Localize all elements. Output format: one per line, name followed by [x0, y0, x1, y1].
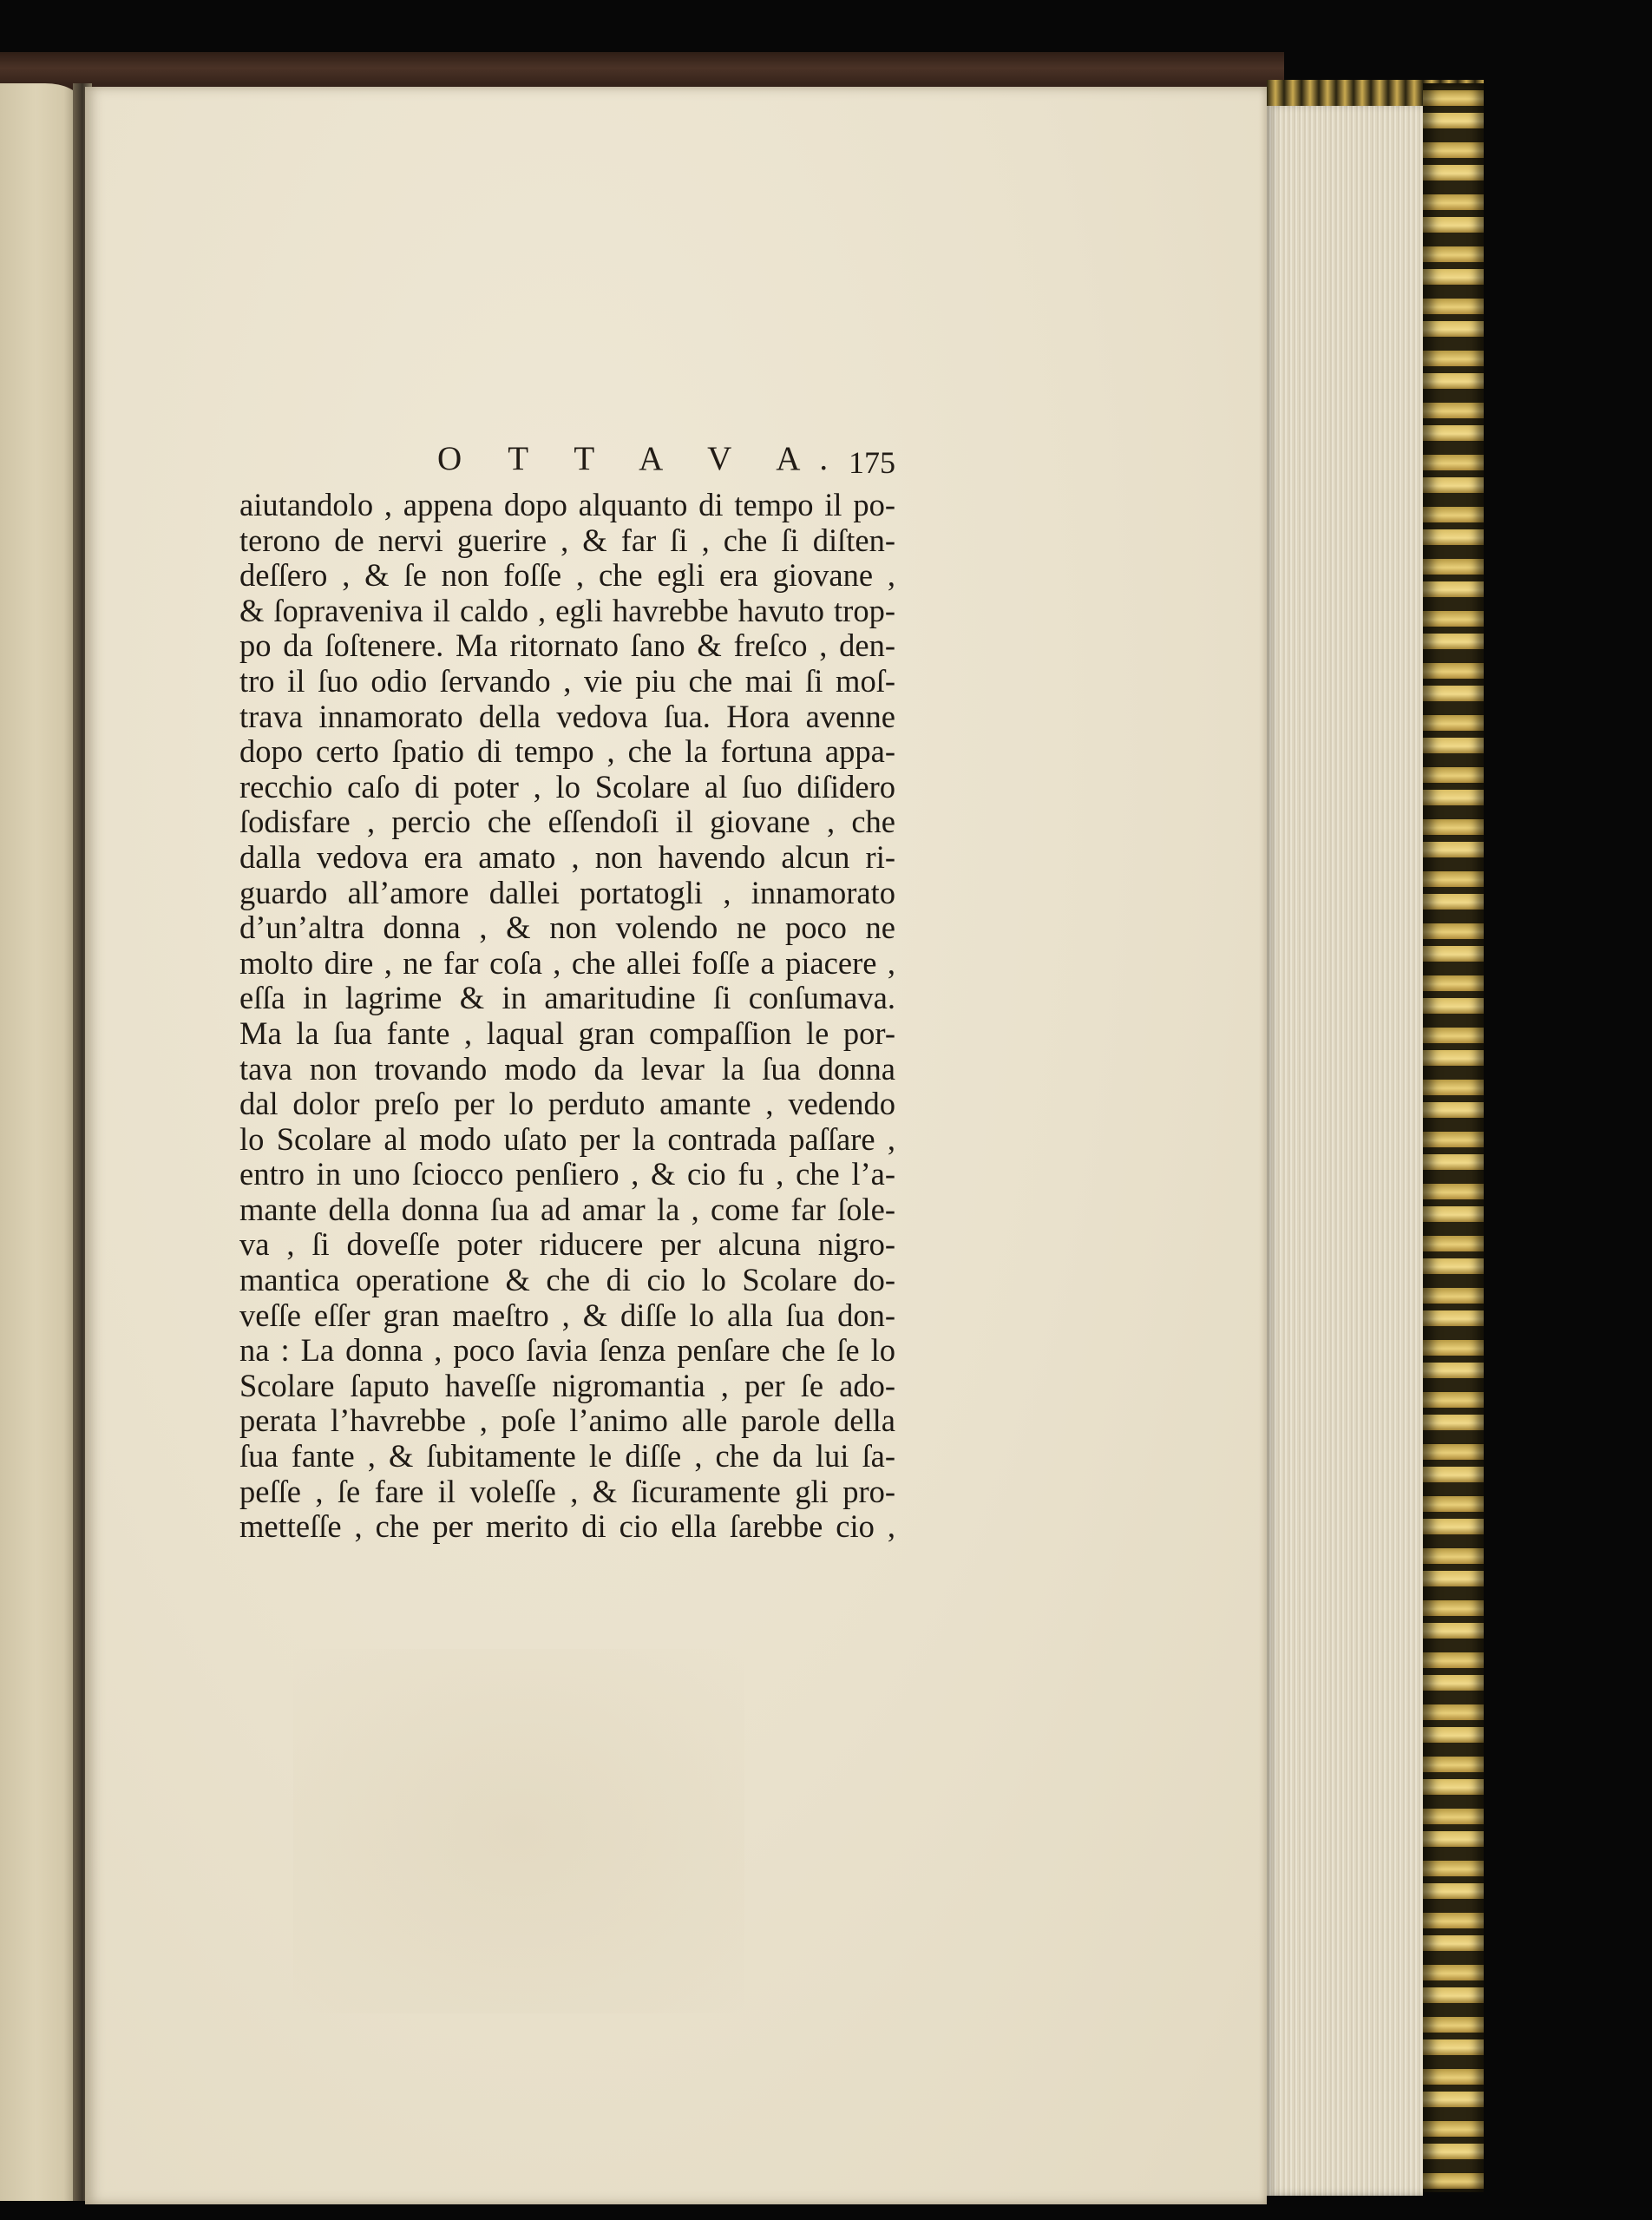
text-line: eſſa in lagrime & in amaritudine ſi conſumava.: [239, 980, 895, 1016]
text-line: Ma la ſua fante , laqual gran compaſſion le por-: [239, 1015, 895, 1051]
facing-page-edge: [0, 83, 80, 2201]
text-line: Scolare ſaputo haveſſe nigromantia , per ſe ado-: [239, 1367, 895, 1403]
text-line: dopo certo ſpatio di tempo , che la fortuna appa-: [239, 733, 895, 770]
text-line: guardo all’amore dallei portatogli , innamorato: [239, 874, 895, 910]
text-line: po da ſoſtenere. Ma ritornato ſano & freſco , den-: [239, 627, 895, 664]
running-head: [239, 432, 895, 488]
paper-texture: [293, 1649, 744, 2013]
text-line: veſſe eſſer gran maeſtro , & diſſe lo alla ſua don-: [239, 1297, 895, 1333]
text-line: metteſſe , che per merito di cio ella ſarebbe cio ,: [239, 1508, 895, 1545]
text-line: & ſopraveniva il caldo , egli havrebbe havuto trop-: [239, 592, 895, 628]
running-title: O T T A V A.: [437, 440, 848, 477]
text-line: perata l’havrebbe , poſe l’animo alle parole della: [239, 1402, 895, 1439]
text-line: aiutandolo , appena dopo alquanto di tempo il po-: [239, 487, 895, 522]
text-line: mantica operatione & che di cio lo Scolare do-: [239, 1262, 895, 1298]
text-line: entro in uno ſciocco penſiero , & cio fu , che l’a-: [239, 1156, 895, 1192]
text-line: mante della donna ſua ad amar la , come far ſole-: [239, 1191, 895, 1227]
body-text: [239, 488, 895, 1545]
text-line: trava innamorato della vedova ſua. Hora avenne: [239, 698, 895, 734]
text-line: tro il ſuo odio ſervando , vie piu che mai ſi moſ-: [239, 662, 895, 699]
text-line: dalla vedova era amato , non havendo alcun ri-: [239, 838, 895, 875]
gilt-spine: [1423, 83, 1484, 2192]
text-line: lo Scolare al modo uſato per la contrada paſſare ,: [239, 1120, 895, 1157]
text-line: tava non trovando modo da levar la ſua donna: [239, 1050, 895, 1087]
page-block-edges: [1267, 104, 1423, 2196]
text-line: terono de nervi guerire , & far ſi , che ſi diſten-: [239, 522, 895, 558]
text-line: deſſero , & ſe non foſſe , che egli era giovane ,: [239, 557, 895, 594]
page-number: 175: [849, 445, 895, 480]
text-line: na : La donna , poco ſavia ſenza penſare che ſe lo: [239, 1332, 895, 1369]
text-line: ſodisfare , percio che eſſendoſi il giovane , che: [239, 804, 895, 840]
text-line: recchio caſo di poter , lo Scolare al ſuo diſidero: [239, 768, 895, 805]
text-block: [239, 432, 895, 1545]
text-line: va , ſi doveſſe poter riducere per alcuna nigro-: [239, 1226, 895, 1263]
text-line: d’un’altra donna , & non volendo ne poco ne: [239, 910, 895, 946]
text-line: dal dolor preſo per lo perduto amante , vedendo: [239, 1086, 895, 1122]
text-line: ſua fante , & ſubitamente le diſſe , che da lui ſa-: [239, 1438, 895, 1475]
text-line: molto dire , ne far coſa , che allei foſſe a piacere ,: [239, 944, 895, 981]
text-line: peſſe , ſe fare il voleſſe , & ſicuramente gli pro-: [239, 1473, 895, 1509]
